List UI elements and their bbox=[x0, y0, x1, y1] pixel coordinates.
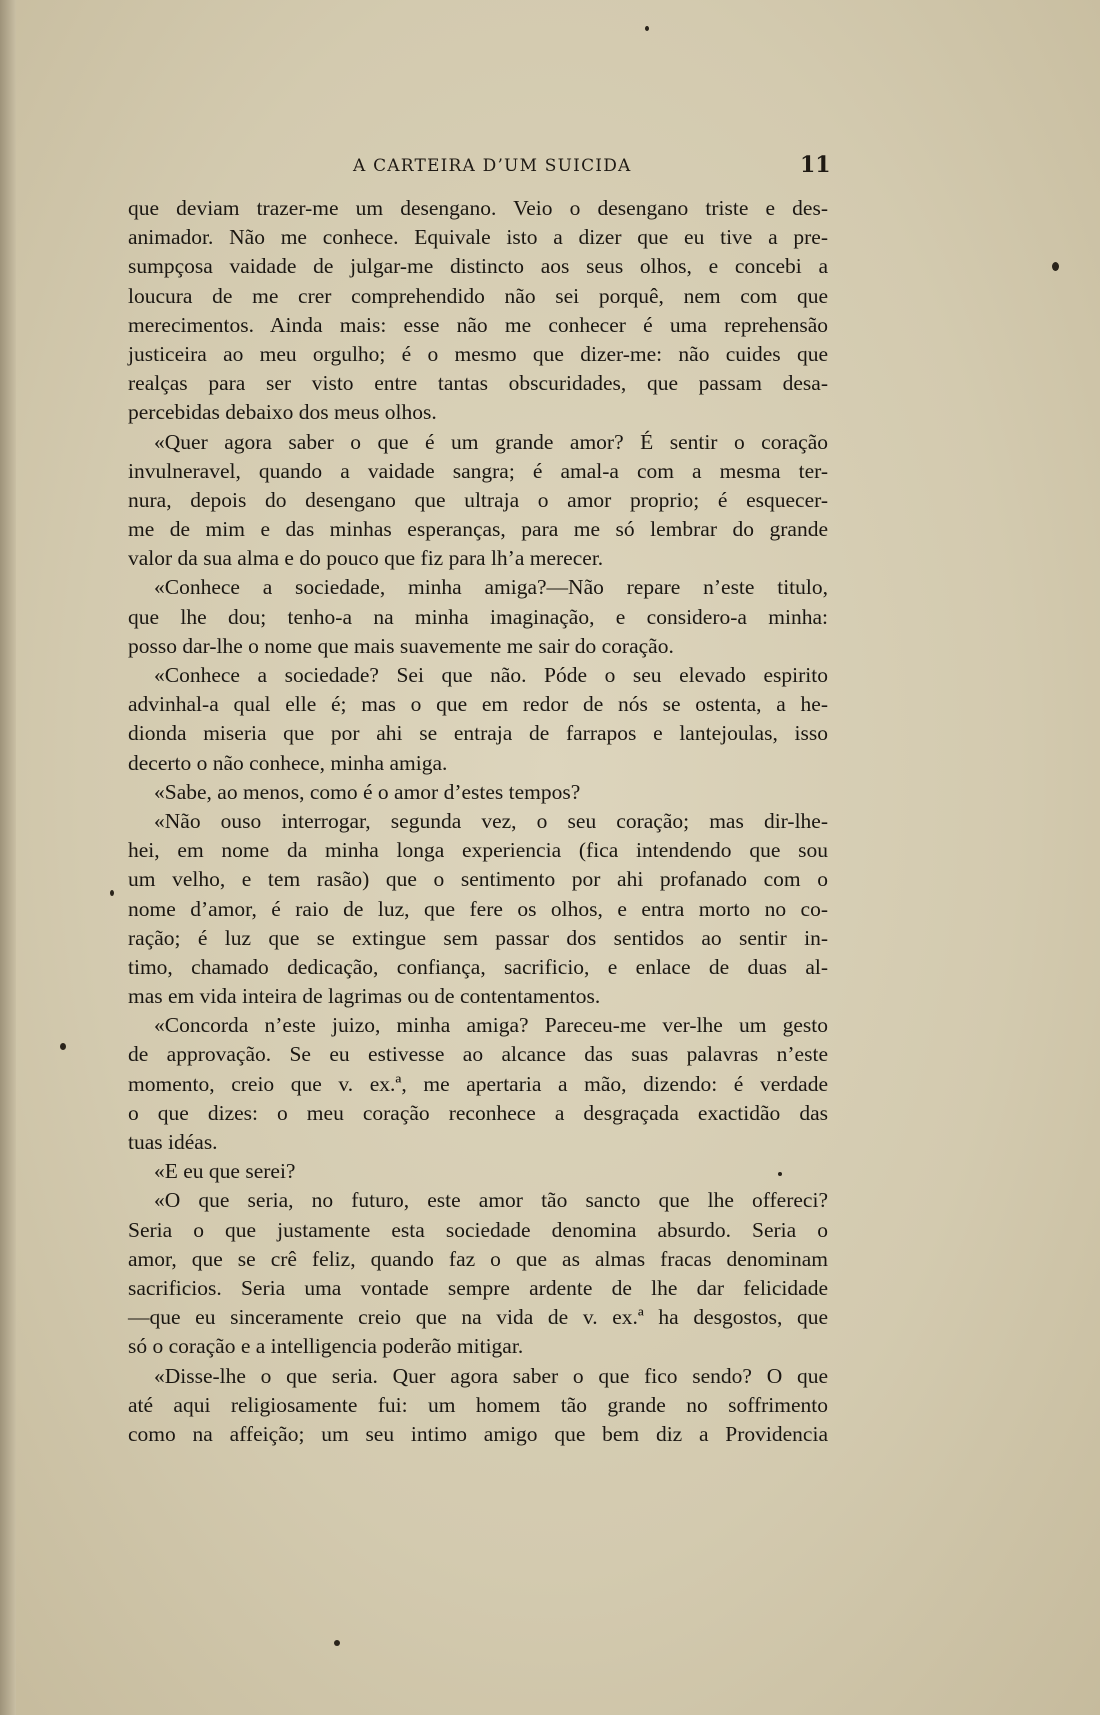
page-binding-edge bbox=[0, 0, 16, 1715]
running-head bbox=[128, 152, 831, 182]
text-line: advinhal-a qual elle é; mas o que em redor de nós se ostenta, a he- bbox=[128, 692, 828, 717]
text-line: «Conhece a sociedade? Sei que não. Póde o seu elevado espirito bbox=[154, 663, 828, 687]
text-line: «O que seria, no futuro, este amor tão sancto que lhe offereci? bbox=[154, 1188, 828, 1213]
text-line: só o coração e a intelligencia poderão mitigar. bbox=[128, 1334, 524, 1359]
text-line: de approvação. Se eu estivesse ao alcance das suas palavras n’este bbox=[128, 1042, 828, 1067]
paper-speck bbox=[110, 890, 114, 896]
text-line: mas em vida inteira de lagrimas ou de contentamentos. bbox=[128, 984, 601, 1009]
text-line: amor, que se crê feliz, quando faz o que as almas fracas denominam bbox=[128, 1246, 828, 1271]
text-line: justiceira ao meu orgulho; é o mesmo que dizer-me: não cuides que bbox=[128, 341, 828, 366]
text-line: posso dar-lhe o nome que mais suavemente me sair do coração. bbox=[128, 633, 674, 658]
text-line: loucura de me crer comprehendido não sei porquê, nem com que bbox=[128, 283, 828, 308]
text-line: «Concorda n’este juizo, minha amiga? Pareceu-me ver-lhe um gesto bbox=[154, 1013, 828, 1038]
page-number: 11 bbox=[800, 152, 831, 178]
text-line: tuas idéas. bbox=[128, 1130, 218, 1154]
text-line: dionda miseria que por ahi se entraja de farrapos e lantejoulas, isso bbox=[128, 721, 828, 746]
running-title: A CARTEIRA D’UM SUICIDA bbox=[353, 156, 632, 176]
text-line: «Quer agora saber o que é um grande amor? É sentir o coração bbox=[154, 429, 828, 454]
text-line: timo, chamado dedicação, confiança, sacrificio, e enlace de duas al- bbox=[128, 954, 828, 979]
text-line: momento, creio que v. ex.ª, me apertaria a mão, dizendo: é verdade bbox=[128, 1071, 828, 1096]
text-line: nome d’amor, é raio de luz, que fere os olhos, e entra morto no co- bbox=[128, 896, 828, 921]
text-line: hei, em nome da minha longa experiencia (fica intendendo que sou bbox=[128, 838, 828, 863]
text-line: ração; é luz que se extingue sem passar dos sentidos ao sentir in- bbox=[128, 925, 828, 950]
text-line: realças para ser visto entre tantas obscuridades, que passam desa- bbox=[128, 371, 828, 396]
text-line: «Disse-lhe o que seria. Quer agora saber o que fico sendo? O que bbox=[154, 1363, 828, 1388]
text-line: «E eu que serei? bbox=[154, 1159, 296, 1184]
text-line: Seria o que justamente esta sociedade denomina absurdo. Seria o bbox=[128, 1217, 828, 1242]
text-line: «Conhece a sociedade, minha amiga?—Não repare n’este titulo, bbox=[154, 575, 828, 600]
text-line: invulneravel, quando a vaidade sangra; é amal-a com a mesma ter- bbox=[128, 458, 828, 483]
text-line: nura, depois do desengano que ultraja o amor proprio; é esquecer- bbox=[128, 487, 828, 512]
text-line: «Não ouso interrogar, segunda vez, o seu coração; mas dir-lhe- bbox=[154, 808, 828, 833]
text-line: o que dizes: o meu coração reconhece a desgraçada exactidão das bbox=[128, 1100, 828, 1125]
text-line: sumpçosa vaidade de julgar-me distincto aos seus olhos, e concebi a bbox=[128, 254, 828, 279]
paper-speck bbox=[60, 1043, 66, 1050]
text-line: animador. Não me conhece. Equivale isto a dizer que eu tive a pre- bbox=[128, 225, 828, 250]
text-line: merecimentos. Ainda mais: esse não me conhecer é uma reprehensão bbox=[128, 312, 828, 337]
text-line: um velho, e tem rasão) que o sentimento por ahi profanado com o bbox=[128, 867, 828, 892]
text-line: valor da sua alma e do pouco que fiz para lh’a merecer. bbox=[128, 546, 604, 571]
paper-speck bbox=[334, 1640, 340, 1646]
text-line: que deviam trazer-me um desengano. Veio o desengano triste e des- bbox=[128, 196, 828, 220]
text-line: percebidas debaixo dos meus olhos. bbox=[128, 400, 437, 425]
text-line: que lhe dou; tenho-a na minha imaginação, e considero-a minha: bbox=[128, 604, 828, 629]
paper-speck bbox=[645, 26, 649, 31]
text-line: sacrificios. Seria uma vontade sempre ardente de lhe dar felicidade bbox=[128, 1275, 828, 1300]
text-line: até aqui religiosamente fui: um homem tão grande no soffrimento bbox=[128, 1392, 828, 1417]
text-line: decerto o não conhece, minha amiga. bbox=[128, 750, 448, 775]
text-line: me de mim e das minhas esperanças, para me só lembrar do grande bbox=[128, 517, 828, 542]
text-line: como na affeição; um seu intimo amigo que bem diz a Providencia bbox=[128, 1421, 828, 1446]
text-line: «Sabe, ao menos, como é o amor d’estes tempos? bbox=[154, 779, 581, 804]
body-text bbox=[128, 194, 828, 1449]
text-line: —que eu sinceramente creio que na vida de v. ex.ª ha desgostos, que bbox=[128, 1305, 828, 1330]
paper-speck bbox=[1052, 262, 1059, 271]
